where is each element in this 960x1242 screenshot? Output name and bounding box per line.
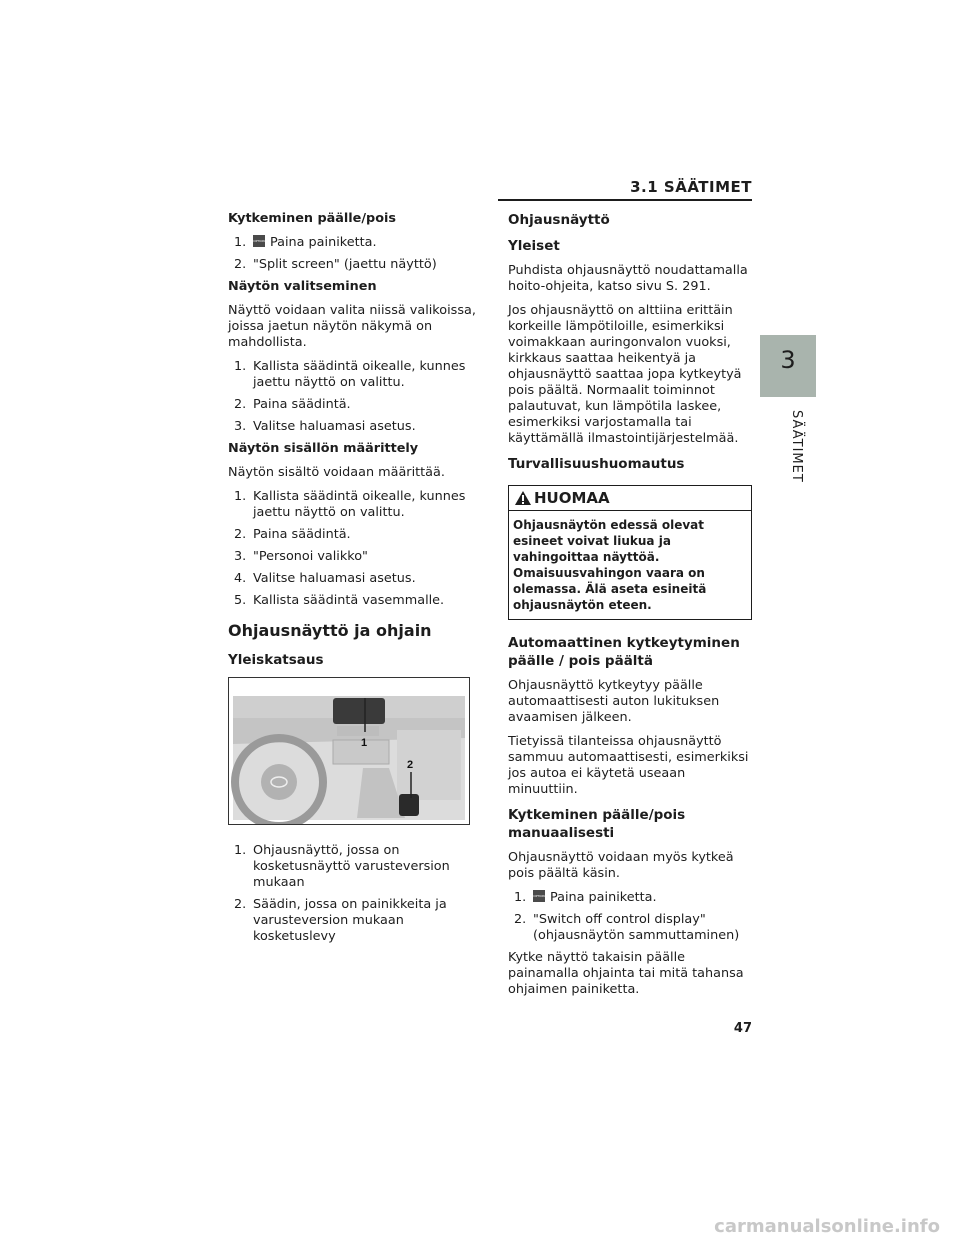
switch-on-off-title: Kytkeminen päälle/pois xyxy=(228,211,396,226)
list-item: 1. OPTION Paina painiketta. xyxy=(514,890,657,905)
figure-label-1: 1 xyxy=(361,737,368,749)
list-item: 2. "Split screen" (jaettu näyttö) xyxy=(234,257,437,272)
option-button-icon: OPTION xyxy=(533,890,545,902)
paragraph: Puhdista ohjausnäyttö noudattamalla hoito-ohjeita, katso sivu S. 291. xyxy=(508,263,748,294)
paragraph: Näyttö voidaan valita niissä valikoissa, joissa jaetun näytön näkymä on mahdollista. xyxy=(228,303,476,350)
select-display-title: Näytön valitseminen xyxy=(228,279,377,294)
paragraph: Näytön sisältö voidaan määrittää. xyxy=(228,465,445,480)
notice-title: HUOMAA xyxy=(534,489,610,507)
list-item: 4. Valitse haluamasi asetus. xyxy=(234,571,416,586)
chapter-number: 3 xyxy=(780,346,796,374)
list-item: 2. Paina säädintä. xyxy=(234,397,351,412)
overview-title: Yleiskatsaus xyxy=(228,652,324,668)
list-item: 1. Kallista säädintä oikealle, kunnes jaettu näyttö on valittu. xyxy=(234,359,466,390)
notice-text: Ohjausnäytön edessä olevat esineet voivat liukua ja vahingoittaa näyttöä. Omaisuusvahingon vaara on olemassa. Älä aseta esineitä ohjausnäytön eteen. xyxy=(513,518,707,612)
paragraph: Ohjausnäyttö voidaan myös kytkeä pois päältä käsin. xyxy=(508,850,734,881)
list-item: 2. Paina säädintä. xyxy=(234,527,351,542)
paragraph: Kytke näyttö takaisin päälle painamalla ohjainta tai mitä tahansa ohjaimen painiketta. xyxy=(508,950,744,997)
auto-switch-title: Automaattinen kytkeytyminen päälle / pois päältä xyxy=(508,635,740,669)
right-column xyxy=(508,211,752,1006)
list-item: 1. Ohjausnäyttö, jossa on kosketusnäyttö varusteversion mukaan xyxy=(234,843,450,890)
figure-label-2: 2 xyxy=(407,759,414,771)
section-heading: Ohjausnäyttö ja ohjain xyxy=(228,621,432,640)
section-header: 3.1 SÄÄTIMET xyxy=(630,178,752,196)
manual-switch-title: Kytkeminen päälle/pois manuaalisesti xyxy=(508,807,686,841)
page-number: 47 xyxy=(733,1021,752,1036)
list-item: 5. Kallista säädintä vasemmalle. xyxy=(234,593,445,608)
header-rule xyxy=(498,199,752,201)
list-item: 2. Säädin, jossa on painikkeita ja varusteversion mukaan kosketuslevy xyxy=(234,897,447,944)
list-item: 3. Valitse haluamasi asetus. xyxy=(234,419,416,434)
dashboard-figure xyxy=(228,677,470,825)
list-item: 2. "Switch off control display" (ohjausnäytön sammuttaminen) xyxy=(514,912,740,943)
warning-icon xyxy=(515,491,531,505)
left-column xyxy=(228,211,476,951)
paragraph: Jos ohjausnäyttö on alttiina erittäin korkeille lämpötiloille, esimerkiksi voimakkaan auringonvalon vuoksi, kirkkaus saattaa heikentyä ja ohjausnäyttö saattaa jopa kytkeytyä pois päältä. Normaalit toiminnot palautuvat, kun lämpötila laskee, esimerkiksi varjostamalla tai käyttämällä ilmastointijärjestelmää. xyxy=(508,303,742,446)
list-item: 1. Kallista säädintä oikealle, kunnes jaettu näyttö on valittu. xyxy=(234,489,466,520)
notice-box xyxy=(508,485,752,620)
option-button-icon: OPTION xyxy=(253,235,265,247)
paragraph: Tietyissä tilanteissa ohjausnäyttö sammuu automaattisesti, esimerkiksi jos autoa ei käytetä useaan minuuttiin. xyxy=(508,734,749,797)
display-content-title: Näytön sisällön määrittely xyxy=(228,441,419,456)
notice-header xyxy=(509,486,751,511)
dashboard-illustration xyxy=(229,678,469,824)
watermark: carmanualsonline.info xyxy=(714,1216,940,1237)
list-item: 1. OPTION Paina painiketta. xyxy=(234,235,377,250)
chapter-label: SÄÄTIMET xyxy=(789,410,804,483)
control-display-heading: Ohjausnäyttö xyxy=(508,212,610,228)
list-item: 3. "Personoi valikko" xyxy=(234,549,368,564)
general-title: Yleiset xyxy=(508,238,560,254)
paragraph: Ohjausnäyttö kytkeytyy päälle automaattisesti auton lukituksen avaamisen jälkeen. xyxy=(508,678,720,725)
safety-note-title: Turvallisuushuomautus xyxy=(508,456,685,472)
